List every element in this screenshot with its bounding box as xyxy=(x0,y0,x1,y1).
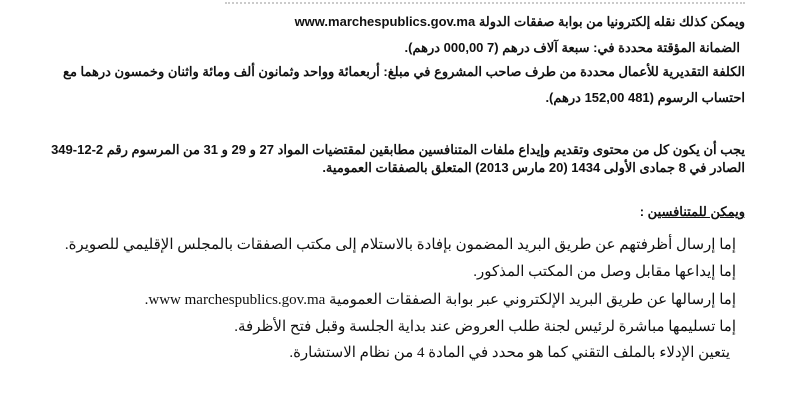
competitors-heading-text: ويمكن للمتنافسين xyxy=(647,204,745,219)
list-item: إما إرسال أظرفتهم عن طريق البريد المضمون بإفادة بالاستلام إلى مكتب الصفقات بالمجلس الإقليمي للصويرة. xyxy=(64,237,736,253)
competitors-heading xyxy=(640,204,745,220)
portal-url[interactable]: www.marchespublics.gov.ma xyxy=(294,14,476,29)
heading-colon: : xyxy=(639,204,648,219)
list-item: إما إرسالها عن طريق البريد الإلكتروني عبر بوابة الصفقات العمومية www marchespublics.gov.ma. xyxy=(144,292,736,308)
list-item: إما إيداعها مقابل وصل من المكتب المذكور. xyxy=(473,264,736,280)
provisional-guarantee-line: الضمانة المؤقتة محددة في: سبعة آلاف درهم (7 000,00 درهم). xyxy=(404,40,740,55)
estimated-cost-line: الكلفة التقديرية للأعمال محددة من طرف صاحب المشروع في مبلغ: أربعمائة وواحد وثمانون ألف ومائة واثنان وخمسون درهما مع xyxy=(63,64,745,79)
electronic-transfer-line xyxy=(295,14,745,30)
compliance-line-1: يجب أن يكون كل من محتوى وتقديم وإيداع ملفات المتنافسين مطابقين لمقتضيات المواد 27 و 29 و 31 من المرسوم رقم 2-12-349 xyxy=(51,142,745,157)
compliance-line-2: الصادر في 8 جمادى الأولى 1434 (20 مارس 2013) المتعلق بالصفقات العمومية. xyxy=(322,160,745,175)
list-item: إما تسليمها مباشرة لرئيس لجنة طلب العروض عند بداية الجلسة وقبل فتح الأظرفة. xyxy=(234,319,736,335)
list-item: يتعين الإدلاء بالملف التقني كما هو محدد في المادة 4 من نظام الاستشارة. xyxy=(289,345,730,361)
estimated-cost-amount-line: احتساب الرسوم (481 152,00 درهم). xyxy=(545,90,745,105)
cut-off-previous-line xyxy=(225,0,745,4)
electronic-transfer-text: ويمكن كذلك نقله إلكترونيا من بوابة صفقات الدولة xyxy=(478,14,745,29)
